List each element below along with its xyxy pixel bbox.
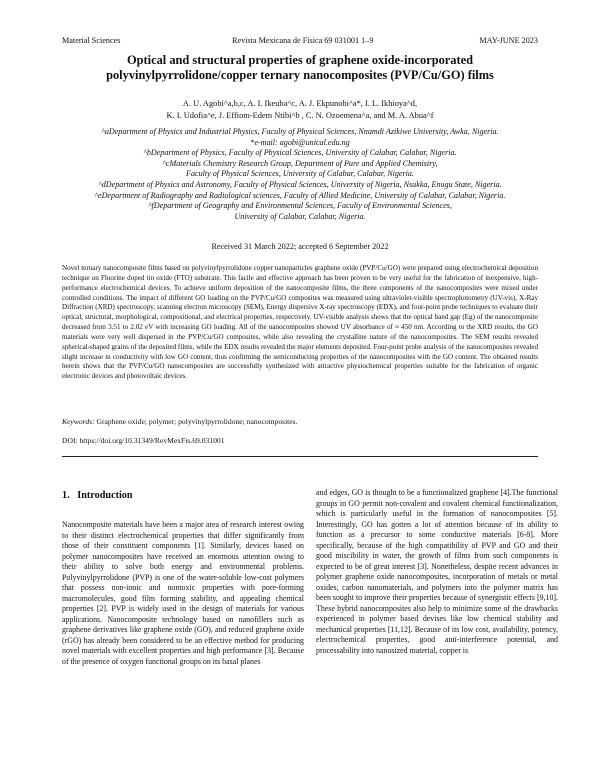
affiliation: ^bDepartment of Physics, Faculty of Physical Sciences, University of Calabar, Calabar, Nigeria. [143,148,457,158]
abstract: Novel ternary nanocomposite films based on polyvinylpyrrolidone copper nanoparticles graphene oxide (PVP/Cu/GO) were prepared using electrochemical deposition technique on Fluorine doped tin oxide (FTO) substrate. This facile and effective approach has been proven to be very useful for the fabrication of inexpensive, high-performance electrochemical devices. To achieve uniform deposition of the nanocomposite films, the three components of the nanocomposites were mixed under controlled conditions. The impact of different GO loading on the PVP/Cu/GO composites was measured using ultraviolet-visible spectrophotometry (UV-vis), X-Ray Diffraction (XRD) spectroscopy, scanning electron microscopy (SEM), Energy dispersive X-ray spectroscopy (EDX), and four-point probe techniques to evaluate their optical, structural, morphological, compositional, and electrical properties, respectively. UV-visible analysis shows that the optical band gap (Eg) of the nanocomposite decreased from 3.51 to 2.02 eV with increasing GO loading. All of the nanocomposites showed UV absorbance of ≈ 450 nm. According to the XRD results, the GO materials were very well dispersed in the PVP/Cu/GO composites, while also revealing the crystalline nature of the nanocomposites. The SEM results revealed spherical-shaped grains of the deposited films, while the EDX results revealed the major elements deposited. Four-point probe analysis of the nanocomposites revealed slight increase in conductivity with low GO content, thus confirming the semiconducting properties of the nanocomposites with the GO content. The obtained results herein shows that the PVP/Cu/GO nanocomposites are successfully synthesized with attractive physiochemical properties suitable for the fabrication of organic electronic devices and photovoltaic devices. [62,264,538,381]
body-column-right [316,488,558,656]
body-column-left [62,520,304,667]
received-dates: Received 31 March 2022; accepted 6 September 2022 [211,242,389,251]
affiliation: Faculty of Physical Sciences, University of Calabar, Calabar, Nigeria. [186,169,414,179]
affiliation: ^fDepartment of Geography and Environmental Sciences, Faculty of Environmental Sciences, [148,201,452,211]
keywords [62,417,538,426]
paragraph: and edges, GO is thought to be a functionalized graphene [4].The functional groups in GO permit non-covalent and covalent chemical functionalization, which is particularly useful in the formation of nanocomposites [5]. Interestingly, GO has gotten a lot of attention because of its ability to function as a precursor to some conductive materials [6-8]. More specifically, because of the high compatibility of PVP and GO and their good miscibility in water, the growth of films from such components is expected to be of great interest [3]. Nonetheless, despite recent advances in polymer graphene oxide nanocomposites, incorporation of metals or metal oxides, carbon nanomaterials, and polymers into the polymer matrix has been sought to improve their properties because of synergistic effects [9,10]. These hybrid nanocomposites also help to minimize some of the drawbacks experienced in polymer based devises like low chemical stability and mechanical properties [11,12]. Because of its low cost, availability, potency, electrochemical properties, good anti-interference potential, and processability into nanosized material, copper is [316,488,558,655]
author-list [62,98,538,122]
section-title: Introduction [77,490,133,501]
doi-link[interactable]: DOI: https://doi.org/10.31349/RevMexFis.69.031001 [62,436,225,445]
author-line: K. I. Udofia^e, J. Effiom-Edem Ntibi^b , C. N. Ozoemena^a, and M. A. Abua^f [166,111,434,120]
affiliation: ^cMaterials Chemistry Research Group, Department of Pure and Applied Chemistry, [162,158,438,168]
paragraph: Nanocomposite materials have been a major area of research interest owing to their distinct electrochemical properties that differ significantly from those of their constituent components [1]. Similarly, devices based on polymer nanocomposites have received an enormous attention owing to their ability to solve both energy and environmental problems. Polyvinylpyrrolidone (PVP) is one of the water-soluble low-cost polymers that possess non-ionic and nontoxic properties with pore-forming macromolecules, good film forming stability, and appealing chemical properties [2]. PVP is widely used in the design of materials for various applications. Nanocomposite technology based on nanofillers such as graphene derivatives like graphene oxide (GO), and reduced graphene oxide (rGO) has already been considered to be an effective method for producing novel materials with excellent properties and high performance [3]. Because of the presence of oxygen functional groups on its basal planes [62,520,304,666]
affiliation: ^eDepartment of Radiography and Radiological sciences, Faculty of Allied Medicine, University of Calabar, Calabar, Nigeria. [94,190,506,200]
affiliations [62,127,538,222]
journal-section: Material Sciences [62,36,121,45]
divider [62,456,538,457]
running-header [62,36,538,48]
issue-date: MAY-JUNE 2023 [479,36,538,45]
keywords-label: Keywords: [62,417,95,426]
author-line: A. U. Agobi^a,b,c, A. I. Ikeuba^c, A. J. Ekpunobi^a*, I. L. Ikhioya^d, [182,99,418,108]
affiliation: University of Calabar, Calabar, Nigeria. [234,211,366,221]
affiliation: ^dDepartment of Physics and Astronomy, Faculty of Physical Sciences, University of Nigeria, Nsukka, Enugu State, Nigeria. [98,179,502,189]
affiliation: ^aDepartment of Physics and Industrial Physics, Faculty of Physical Sciences, Nnamdi Azikiwe University, Awka, Nigeria. [101,127,499,136]
section-number: 1. [62,490,70,501]
paper-title: Optical and structural properties of graphene oxide-incorporated polyvinylpyrrolidone/copper ternary nanocomposites (PVP/Cu/GO) films [106,53,494,82]
journal-citation: Revista Mexicana de Física 69 031001 1–9 [232,36,374,45]
corresponding-email[interactable]: *e-mail: agobi@unical.edu.ng [250,137,350,147]
section-heading [62,490,133,501]
keywords-text: Graphene oxide; polymer; polyvinylpyrrolidone; nanocomposites. [96,417,298,426]
